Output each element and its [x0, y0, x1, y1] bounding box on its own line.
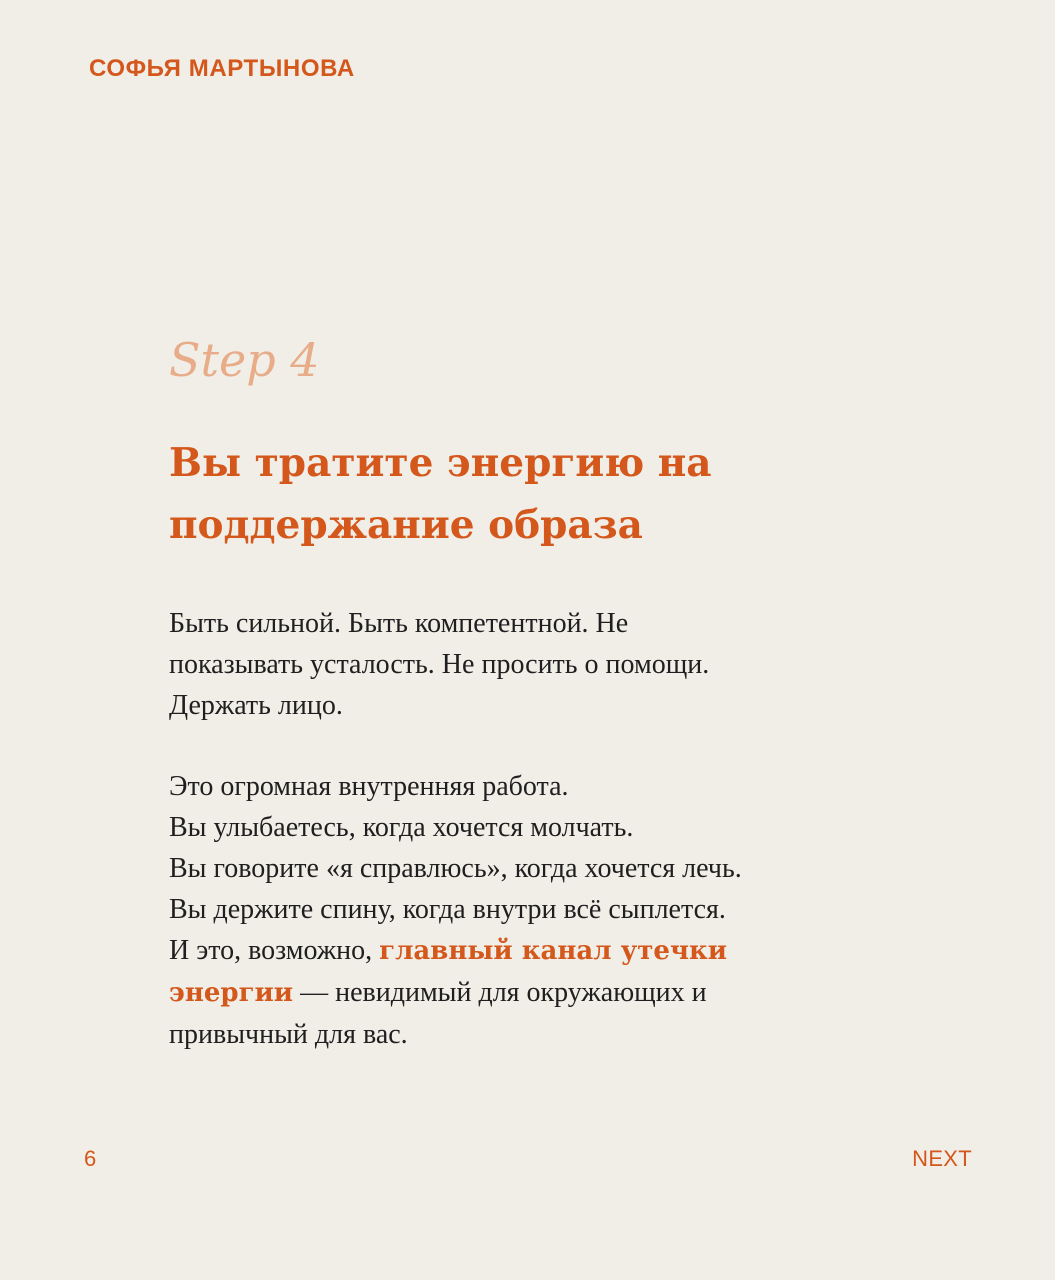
paragraph-2-lead: И это, возможно,	[169, 935, 380, 966]
step-label: Step 4	[169, 333, 320, 387]
highlight-text: энергии	[169, 978, 294, 1008]
paragraph-2-line	[169, 972, 929, 1014]
paragraph-2	[169, 766, 929, 1055]
page-number: 6	[84, 1146, 97, 1171]
paragraph-1	[169, 603, 929, 726]
next-button[interactable]: NEXT	[912, 1146, 972, 1171]
slide-headline: Вы тратите энергию на поддержание образа	[169, 440, 712, 548]
paragraph-2-tail: — невидимый для окружающих и	[293, 977, 707, 1008]
paragraph-2-line: Вы держите спину, когда внутри всё сыплется.	[169, 894, 726, 925]
paragraph-2-line: Вы говорите «я справлюсь», когда хочется лечь.	[169, 853, 742, 884]
author-name: СОФЬЯ МАРТЫНОВА	[89, 55, 355, 82]
paragraph-2-line: привычный для вас.	[169, 1019, 408, 1050]
paragraph-2-line: Вы улыбаетесь, когда хочется молчать.	[169, 812, 634, 843]
highlight-text: главный канал утечки	[379, 936, 728, 966]
paragraph-1-line: Держать лицо.	[169, 690, 343, 721]
paragraph-2-line: Это огромная внутренняя работа.	[169, 771, 569, 802]
paragraph-1-line: показывать усталость. Не просить о помощи.	[169, 649, 710, 680]
paragraph-1-line: Быть сильной. Быть компетентной. Не	[169, 608, 629, 639]
slide-content	[169, 330, 929, 1055]
paragraph-2-line	[169, 930, 929, 972]
